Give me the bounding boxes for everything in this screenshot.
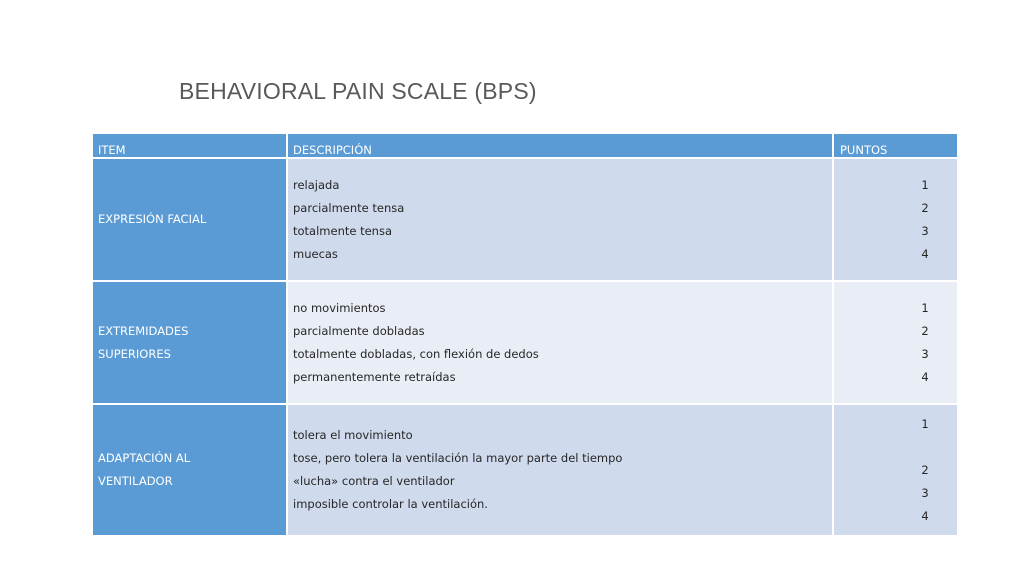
header-descripcion: DESCRIPCIÓN	[287, 133, 833, 158]
item-label: SUPERIORES	[98, 346, 171, 361]
description-cell	[287, 158, 833, 281]
description-line: tolera el movimiento	[293, 428, 413, 442]
header-item: ITEM	[92, 133, 287, 158]
points-value: 4	[921, 369, 929, 384]
description-line: totalmente tensa	[293, 223, 393, 238]
item-cell	[92, 404, 287, 536]
table-row	[92, 158, 958, 281]
points-cell	[833, 404, 958, 536]
item-label: ADAPTACIÓN AL	[98, 451, 191, 465]
points-value: 2	[921, 462, 929, 477]
item-label: EXTREMIDADES	[98, 323, 189, 338]
points-value: 4	[921, 246, 929, 261]
description-line: relajada	[293, 177, 340, 192]
points-value: 1	[921, 177, 929, 192]
points-value: 3	[921, 346, 929, 361]
points-value: 4	[921, 508, 929, 523]
item-label: EXPRESIÓN FACIAL	[98, 212, 207, 226]
header-puntos: PUNTOS	[833, 133, 958, 158]
points-value: 2	[921, 323, 929, 338]
item-cell	[92, 281, 287, 404]
description-line: imposible controlar la ventilación.	[293, 497, 488, 511]
bps-table	[91, 132, 959, 537]
table-header-row	[92, 133, 958, 158]
points-cell	[833, 281, 958, 404]
description-cell	[287, 404, 833, 536]
points-value: 2	[921, 200, 929, 215]
points-spacer	[894, 436, 956, 459]
table-row	[92, 281, 958, 404]
description-line: permanentemente retraídas	[293, 369, 456, 384]
points-cell	[833, 158, 958, 281]
item-label: VENTILADOR	[98, 474, 173, 488]
points-value: 3	[921, 485, 929, 500]
points-value: 1	[921, 300, 929, 315]
description-line: no movimientos	[293, 300, 386, 315]
table-row	[92, 404, 958, 536]
page-title: BEHAVIORAL PAIN SCALE (BPS)	[179, 78, 537, 104]
description-line: parcialmente dobladas	[293, 323, 425, 338]
points-value: 1	[921, 416, 929, 431]
description-cell	[287, 281, 833, 404]
description-line: «lucha» contra el ventilador	[293, 474, 455, 488]
item-cell	[92, 158, 287, 281]
description-line: totalmente dobladas, con flexión de dedos	[293, 346, 539, 361]
description-line: parcialmente tensa	[293, 200, 405, 215]
points-value: 3	[921, 223, 929, 238]
description-line: muecas	[293, 246, 338, 261]
description-line: tose, pero tolera la ventilación la mayor parte del tiempo	[293, 451, 623, 465]
